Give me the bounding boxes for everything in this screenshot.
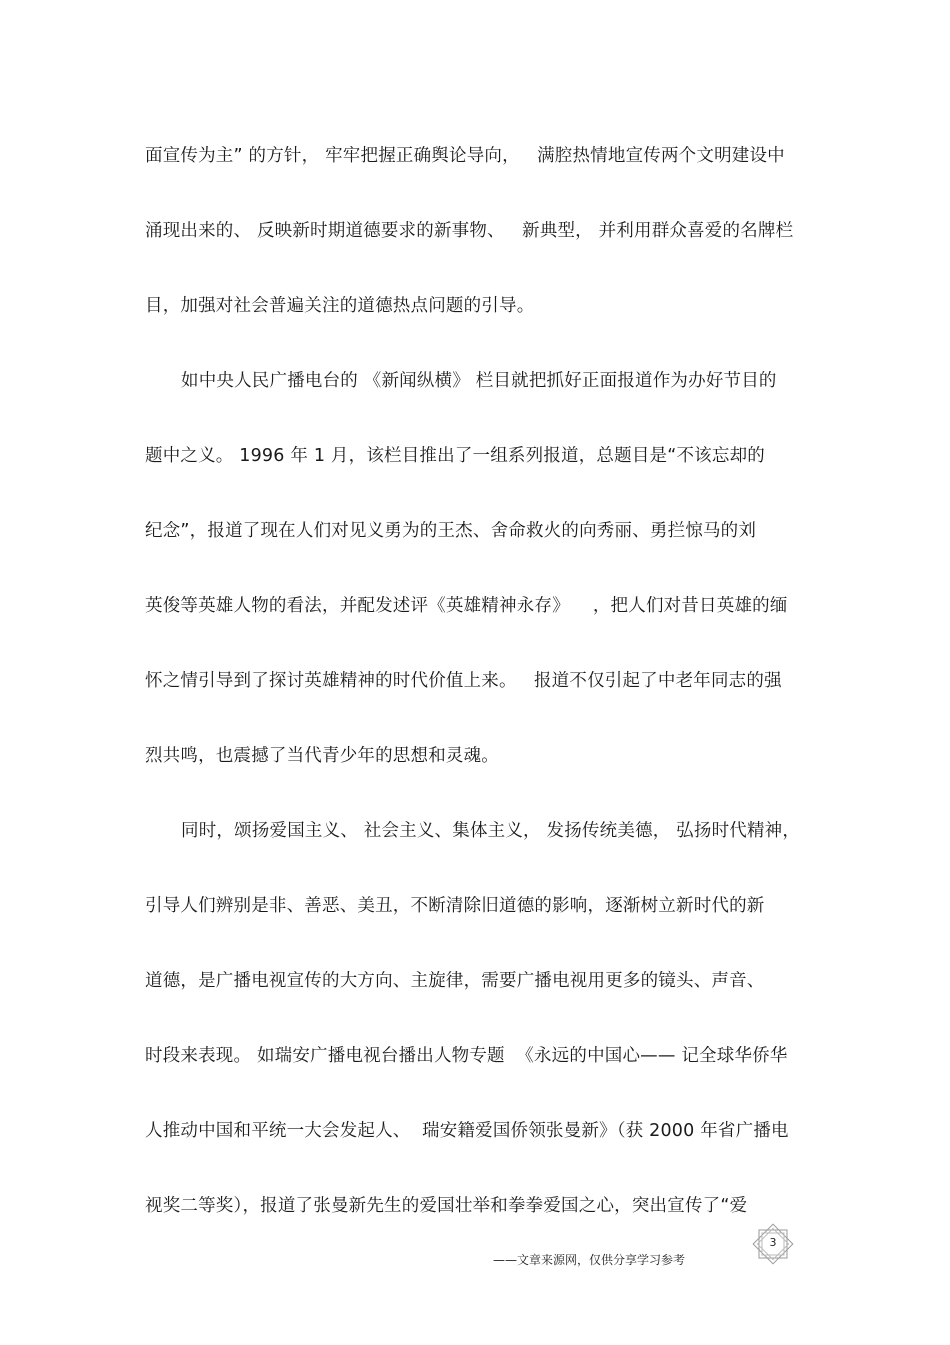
footer-source-note: ——文章来源网，仅供分享学习参考: [493, 1253, 686, 1267]
paragraph-start-line: 如中央人民广播电台的 《新闻纵横》 栏目就把抓好正面报道作为办好节目的: [181, 371, 777, 391]
body-text-line: 目，加强对社会普遍关注的道德热点问题的引导。: [145, 296, 535, 316]
body-text-line: 视奖二等奖），报道了张曼新先生的爱国壮举和拳拳爱国之心，突出宣传了“爱: [145, 1196, 748, 1216]
body-text-line: 题中之义。 1996 年 1 月，该栏目推出了一组系列报道，总题目是“不该忘却的: [145, 446, 765, 466]
body-text-line: 引导人们辨别是非、善恶、美丑，不断清除旧道德的影响，逐渐树立新时代的新: [145, 896, 765, 916]
body-text-line: 纪念”，报道了现在人们对见义勇为的王杰、舍命救火的向秀丽、勇拦惊马的刘: [145, 521, 757, 541]
body-text-line: 怀之情引导到了探讨英雄精神的时代价值上来。 报道不仅引起了中老年同志的强: [145, 671, 782, 691]
body-text-line: 人推动中国和平统一大会发起人、 瑞安籍爱国侨领张曼新》（获 2000 年省广播电: [145, 1121, 789, 1141]
body-text-line: 道德，是广播电视宣传的大方向、主旋律，需要广播电视用更多的镜头、声音、: [145, 971, 765, 991]
body-text-line: 面宣传为主” 的方针， 牢牢把握正确舆论导向， 满腔热情地宣传两个文明建设中: [145, 146, 785, 166]
page-number: 3: [769, 1236, 777, 1249]
body-text-line: 涌现出来的、 反映新时期道德要求的新事物、 新典型， 并利用群众喜爱的名牌栏: [145, 221, 794, 241]
body-text-line: 时段来表现。 如瑞安广播电视台播出人物专题 《永远的中国心—— 记全球华侨华: [145, 1046, 788, 1066]
page-number-badge: [748, 1219, 798, 1269]
paragraph-start-line: 同时，颂扬爱国主义、 社会主义、集体主义， 发扬传统美德， 弘扬时代精神，: [181, 821, 801, 841]
body-text-line: 英俊等英雄人物的看法，并配发述评《英雄精神永存》 ，把人们对昔日英雄的缅: [145, 596, 788, 616]
body-text-line: 烈共鸣，也震撼了当代青少年的思想和灵魂。: [145, 746, 499, 766]
